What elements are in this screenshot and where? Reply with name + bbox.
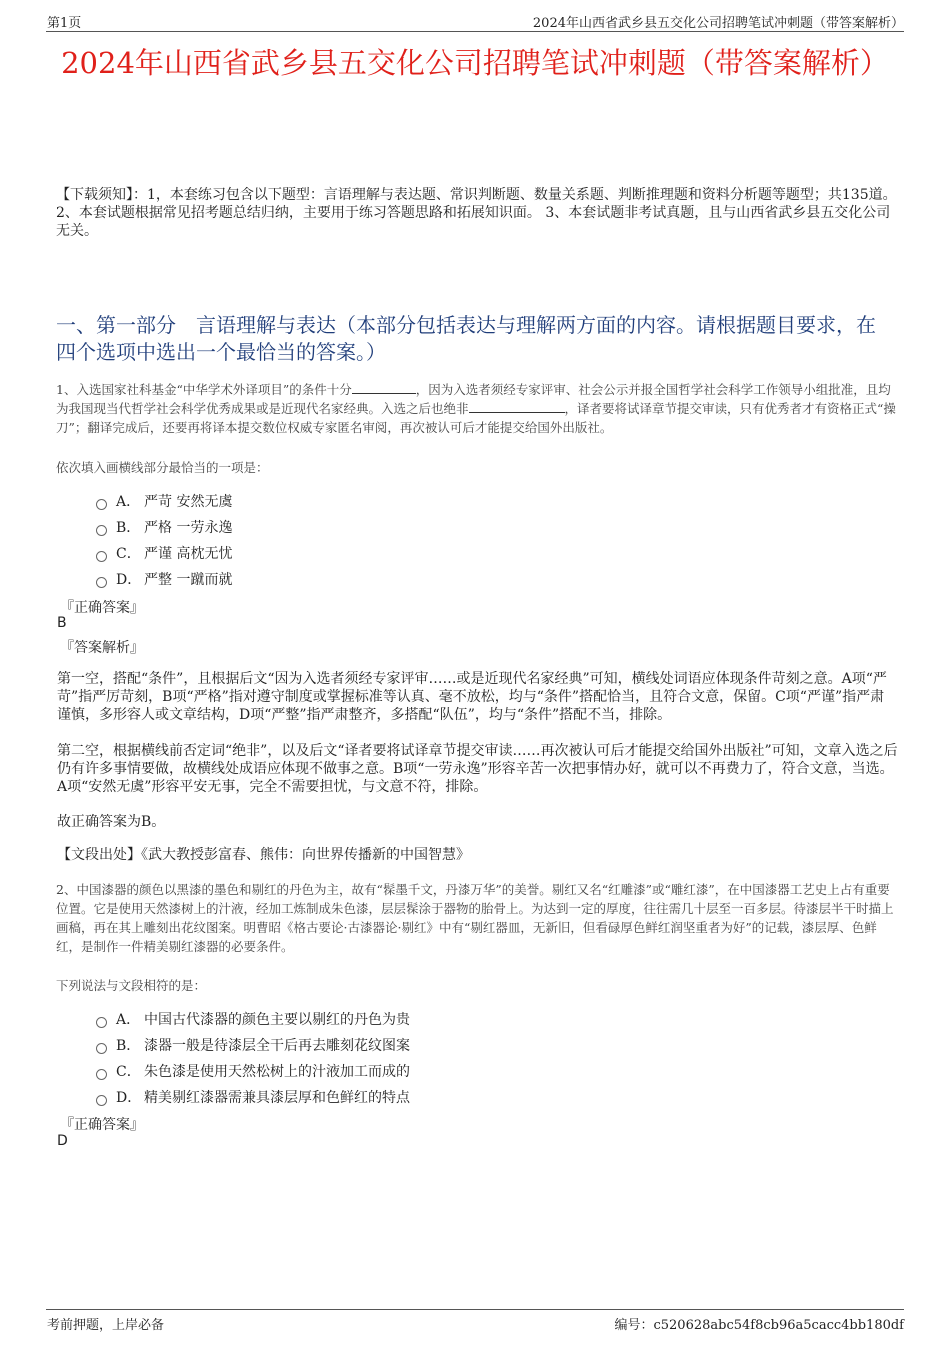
option-text: 严整 一蹴而就 <box>144 572 233 588</box>
analysis-conclusion: 故正确答案为B。 <box>57 814 166 830</box>
correct-answer-label: 『正确答案』 <box>60 1117 144 1133</box>
radio-icon[interactable] <box>96 1095 107 1106</box>
radio-icon[interactable] <box>96 1043 107 1054</box>
document-id: 编号：c520628abc54f8cb96a5cacc4bb180df <box>614 1318 904 1333</box>
option-text: 严苛 安然无虞 <box>144 494 233 510</box>
running-header-title: 2024年山西省武乡县五交化公司招聘笔试冲刺题（带答案解析） <box>532 16 904 31</box>
question-1-stem-part-a: 1、入选国家社科基金“中华学术外译项目”的条件十分 <box>56 382 352 397</box>
document-title: 2024年山西省武乡县五交化公司招聘笔试冲刺题（带答案解析） <box>61 46 889 80</box>
correct-answer-label: 『正确答案』 <box>60 600 144 616</box>
radio-icon[interactable] <box>96 551 107 562</box>
radio-icon[interactable] <box>96 499 107 510</box>
analysis-paragraph-2: 第二空，根据横线前否定词“绝非”，以及后文“译者要将试译章节提交审读……再次被认可后才能提交给国外出版社”可知，文章入选之后仍有许多事情要做，故横线处成语应体现不做事之意。B项“一劳永逸”形容辛苦一次把事情办好，就可以不再费力了，符合文意，当选。A项“安然无虞”形容平安无事，完全不需要担忧，与文意不符，排除。 <box>57 743 898 795</box>
option-b[interactable] <box>96 1032 410 1058</box>
option-text: 精美剔红漆器需兼具漆层厚和色鲜红的特点 <box>144 1090 410 1106</box>
footer-slogan: 考前押题，上岸必备 <box>47 1318 165 1333</box>
option-letter: C． <box>116 1064 141 1080</box>
question-1-stem-part-b: ，因为入选者须经专家评审、社会公示并报全国哲学社会科学工作领导小组批准，且均为我国现当代哲学社会科学优秀成果或是近现代名家经典。入选之后也绝非 <box>56 382 891 416</box>
option-text: 朱色漆是使用天然松树上的汁液加工而成的 <box>144 1064 410 1080</box>
option-letter: B． <box>116 1038 141 1054</box>
question-1-stem <box>56 380 898 437</box>
option-text: 严谨 高枕无忧 <box>144 546 233 562</box>
radio-icon[interactable] <box>96 1017 107 1028</box>
option-letter: A． <box>116 494 141 510</box>
correct-answer-value: B <box>57 615 67 631</box>
option-d[interactable] <box>96 1084 410 1110</box>
question-2-options <box>96 1006 410 1110</box>
option-letter: D． <box>116 572 142 588</box>
option-letter: A． <box>116 1012 141 1028</box>
option-d[interactable] <box>96 566 232 592</box>
radio-icon[interactable] <box>96 1069 107 1080</box>
radio-icon[interactable] <box>96 577 107 588</box>
radio-icon[interactable] <box>96 525 107 536</box>
question-2-stem: 2、中国漆器的颜色以黑漆的墨色和剔红的丹色为主，故有“髹墨千文，丹漆万华”的美誉。剔红又名“红雕漆”或“雕红漆”，在中国漆器工艺史上占有重要位置。它是使用天然漆树上的汁液，经加工炼制成朱色漆，层层髹涂于器物的胎骨上。为达到一定的厚度，往往需几十层至一百多层。待漆层半干时描上画稿，再在其上雕刻出花纹图案。明曹昭《格古要论·古漆器论·剔红》中有“剔红器皿，无新旧，但看碌厚色鲜红润坚重者为好”的记载，漆层厚、色鲜红，是制作一件精美剔红漆器的必要条件。 <box>56 882 894 954</box>
passage-source: 【文段出处】《武大教授彭富春、熊伟：向世界传播新的中国智慧》 <box>57 847 470 863</box>
question-1-options <box>96 488 232 592</box>
analysis-label: 『答案解析』 <box>60 640 144 656</box>
option-b[interactable] <box>96 514 232 540</box>
question-1-prompt: 依次填入画横线部分最恰当的一项是： <box>56 460 269 475</box>
option-letter: D． <box>116 1090 142 1106</box>
option-text: 漆器一般是待漆层全干后再去雕刻花纹图案 <box>144 1038 410 1054</box>
download-notice: 【下载须知】：1，本套练习包含以下题型：言语理解与表达题、常识判断题、数量关系题、判断推理题和资料分析题等题型；共135道。 2、本套试题根据常见招考题总结归纳，主要用于练习答题思路和拓展知识面。 3、本套试题非考试真题，且与山西省武乡县五交化公司无关。 <box>56 187 897 239</box>
question-2-prompt: 下列说法与文段相符的是： <box>56 978 207 993</box>
section-heading: 一、第一部分 言语理解与表达（本部分包括表达与理解两方面的内容。请根据题目要求，在四个选项中选出一个最恰当的答案。） <box>56 313 876 364</box>
option-c[interactable] <box>96 1058 410 1084</box>
footer-divider <box>46 1309 904 1310</box>
page-number: 第1页 <box>47 16 82 31</box>
option-a[interactable] <box>96 1006 410 1032</box>
analysis-paragraph-1: 第一空，搭配“条件”，且根据后文“因为入选者须经专家评审……或是近现代名家经典”可知，横线处词语应体现条件苛刻之意。A项“严苛”指严厉苛刻，B项“严格”指对遵守制度或掌握标准等认真、毫不放松，均与“条件”搭配恰当，且符合文意，保留。C项“严谨”指严肃谨慎，多形容人或文章结构，D项“严整”指严肃整齐，多搭配“队伍”，均与“条件”搭配不当，排除。 <box>57 671 887 723</box>
correct-answer-value: D <box>57 1133 68 1149</box>
option-text: 中国古代漆器的颜色主要以剔红的丹色为贵 <box>144 1012 410 1028</box>
option-text: 严格 一劳永逸 <box>144 520 233 536</box>
fill-blank-2 <box>469 400 565 413</box>
header-divider <box>46 31 904 32</box>
option-a[interactable] <box>96 488 232 514</box>
option-letter: C． <box>116 546 141 562</box>
option-letter: B． <box>116 520 141 536</box>
fill-blank-1 <box>352 381 416 394</box>
question-1-stem-part-c: ，译者要将试译章节提交审读，只有优秀者才有资格正式“操刀”；翻译完成后，还要再将译本提交数位权威专家匿名审阅，再次被认可后才能提交给国外出版社。 <box>56 401 896 435</box>
option-c[interactable] <box>96 540 232 566</box>
